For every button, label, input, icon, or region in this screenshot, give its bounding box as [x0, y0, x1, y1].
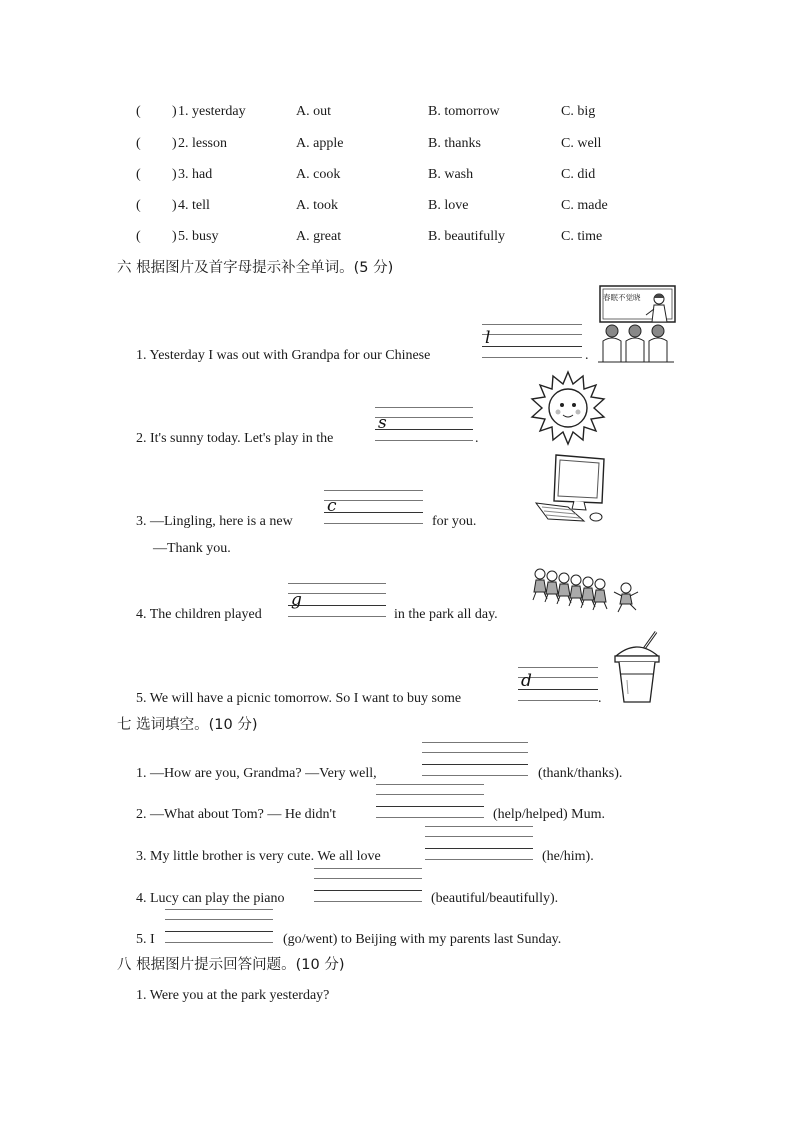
close-paren: )	[172, 136, 177, 151]
question-text: 3. —Lingling, here is a new	[136, 514, 293, 529]
word-choice: (thank/thanks).	[538, 766, 623, 781]
drink-cup-image	[612, 630, 662, 704]
section8-heading: 八 根据图片提示回答问题。(10 分)	[117, 957, 345, 973]
open-paren: (	[136, 104, 141, 119]
question-word: 5. busy	[178, 229, 219, 244]
option-a: A. cook	[296, 167, 341, 182]
option-b: B. beautifully	[428, 229, 505, 244]
after-text: for you.	[432, 514, 477, 529]
answer-lines[interactable]	[288, 583, 386, 617]
answer-lines[interactable]	[425, 826, 533, 860]
answer-lines[interactable]	[324, 490, 423, 524]
question-text: 1. Were you at the park yesterday?	[136, 988, 330, 1003]
answer-lines[interactable]	[482, 324, 582, 358]
close-paren: )	[172, 198, 177, 213]
option-b: B. love	[428, 198, 469, 213]
option-a: A. took	[296, 198, 338, 213]
open-paren: (	[136, 198, 141, 213]
question-text: 2. —What about Tom? — He didn't	[136, 807, 336, 822]
question-text: 5. I	[136, 932, 155, 947]
option-c: C. big	[561, 104, 596, 119]
hint-letter: s	[378, 413, 387, 433]
answer-lines[interactable]	[165, 909, 273, 943]
option-b: B. tomorrow	[428, 104, 500, 119]
question-text: 3. My little brother is very cute. We all love	[136, 849, 381, 864]
word-choice: (go/went) to Beijing with my parents last Sunday.	[283, 932, 562, 947]
question-word: 2. lesson	[178, 136, 227, 151]
question-text: 2. It's sunny today. Let's play in the	[136, 431, 334, 446]
hint-letter: c	[327, 496, 337, 516]
question-text: 5. We will have a picnic tomorrow. So I want to buy some	[136, 691, 462, 706]
answer-lines[interactable]	[376, 784, 484, 818]
question-word: 4. tell	[178, 198, 210, 213]
word-choice: (he/him).	[542, 849, 594, 864]
option-a: A. out	[296, 104, 331, 119]
question-text: 1. Yesterday I was out with Grandpa for our Chinese	[136, 348, 431, 363]
open-paren: (	[136, 167, 141, 182]
period: .	[475, 431, 479, 446]
answer-lines[interactable]	[314, 868, 422, 902]
sun-image	[528, 370, 608, 445]
question-text: 1. —How are you, Grandma? —Very well,	[136, 766, 377, 781]
open-paren: (	[136, 136, 141, 151]
close-paren: )	[172, 229, 177, 244]
close-paren: )	[172, 104, 177, 119]
option-b: B. wash	[428, 167, 474, 182]
option-c: C. well	[561, 136, 602, 151]
hint-letter: g	[291, 590, 302, 610]
option-b: B. thanks	[428, 136, 481, 151]
hint-letter: l	[485, 328, 491, 348]
open-paren: (	[136, 229, 141, 244]
question-text: 4. Lucy can play the piano	[136, 891, 285, 906]
children-playing-image	[528, 566, 644, 616]
after-text: in the park all day.	[394, 607, 498, 622]
option-a: A. great	[296, 229, 342, 244]
period: .	[585, 348, 589, 363]
close-paren: )	[172, 167, 177, 182]
section7-heading: 七 选词填空。(10 分)	[117, 717, 258, 733]
section6-heading: 六 根据图片及首字母提示补全单词。(5 分)	[117, 260, 394, 276]
period: .	[598, 691, 602, 706]
option-c: C. did	[561, 167, 596, 182]
hint-letter: d	[521, 671, 532, 691]
question-text: 4. The children played	[136, 607, 262, 622]
question-word: 3. had	[178, 167, 213, 182]
answer-lines[interactable]	[422, 742, 528, 776]
option-a: A. apple	[296, 136, 344, 151]
answer-lines[interactable]	[518, 667, 598, 701]
computer-image	[534, 453, 610, 523]
board-text: 春眠不觉晓	[603, 293, 641, 302]
question-word: 1. yesterday	[178, 104, 246, 119]
word-choice: (beautiful/beautifully).	[431, 891, 559, 906]
option-c: C. time	[561, 229, 603, 244]
word-choice: (help/helped) Mum.	[493, 807, 605, 822]
reply-text: —Thank you.	[153, 541, 231, 556]
option-c: C. made	[561, 198, 608, 213]
answer-lines[interactable]	[375, 407, 473, 441]
